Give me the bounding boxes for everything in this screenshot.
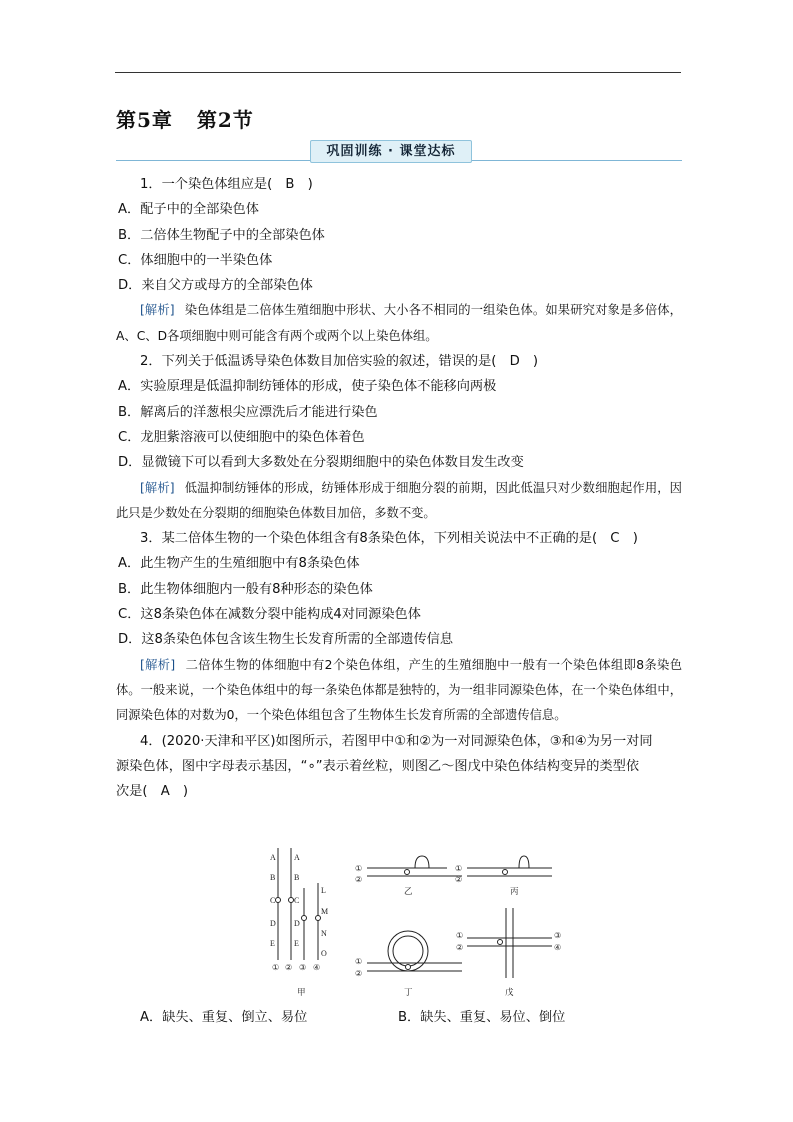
chromosome-number: ① xyxy=(355,864,363,873)
chapter-title: 第5章 xyxy=(116,108,173,132)
option-c: C．这8条染色体在减数分裂中能构成4对同源染色体 xyxy=(118,607,421,623)
option-a: A．实验原理是低温抑制纺锤体的形成，使子染色体不能移向两极 xyxy=(118,379,497,395)
chromosome-number: ① xyxy=(272,963,280,972)
chromosome-number: ② xyxy=(285,963,293,972)
gene-label: A xyxy=(294,853,300,862)
explanation-text: 染色体组是二倍体生殖细胞中形状、大小各不相同的一组染色体。如果研究对象是多倍体，A、C、D各项细胞中则可能含有两个或两个以上染色体组。 xyxy=(116,303,682,343)
chromosome-number: ① xyxy=(455,864,463,873)
question-stem-cont: 次是( A ) xyxy=(116,784,189,800)
explanation xyxy=(116,653,682,729)
chromosome-number: ② xyxy=(456,943,464,952)
question-stem: 4．(2020·天津和平区)如图所示，若图甲中①和②为一对同源染色体，③和④为另一对同 xyxy=(140,733,653,749)
panel-label-bing: 丙 xyxy=(510,887,519,897)
chromosome-number: ② xyxy=(355,875,363,884)
panel-label-jia: 甲 xyxy=(297,988,306,998)
gene-label: B xyxy=(270,873,276,882)
chromosome-number: ④ xyxy=(554,943,562,952)
top-rule xyxy=(115,72,681,73)
panel-label-yi: 乙 xyxy=(404,887,413,897)
question-list xyxy=(116,172,682,804)
explanation-tag: [解析] xyxy=(140,480,175,495)
panel-label-wu: 戊 xyxy=(505,988,514,998)
option-c: C．龙胆紫溶液可以使细胞中的染色体着色 xyxy=(118,429,365,445)
panel-label-ding: 丁 xyxy=(404,988,413,998)
option-b: B．缺失、重复、易位、倒位 xyxy=(398,1010,566,1025)
option-b: B．二倍体生物配子中的全部染色体 xyxy=(118,227,325,243)
explanation-tag: [解析] xyxy=(140,303,175,318)
gene-label: C xyxy=(270,896,276,905)
chromosome-figure xyxy=(262,838,572,1000)
question-stem: 1．一个染色体组应是( B ) xyxy=(140,177,313,192)
chromosome-number: ③ xyxy=(299,963,307,972)
option-a: A．配子中的全部染色体 xyxy=(118,202,259,218)
explanation xyxy=(116,476,682,527)
question-stem-cont: 源染色体，图中字母表示基因，“∘”表示着丝粒，则图乙～图戊中染色体结构变异的类型依 xyxy=(116,758,640,774)
option-b: B．解离后的洋葱根尖应漂洗后才能进行染色 xyxy=(118,404,378,420)
question-4-options xyxy=(116,1005,682,1030)
gene-label: C xyxy=(294,896,300,905)
option-a: A．此生物产生的生殖细胞中有8条染色体 xyxy=(118,556,360,572)
chromosome-number: ② xyxy=(455,875,463,884)
option-a: A．缺失、重复、倒立、易位 xyxy=(140,1010,308,1025)
section-title: 第2节 xyxy=(196,108,254,132)
chromosome-number: ④ xyxy=(313,963,321,972)
option-d: D．来自父方或母方的全部染色体 xyxy=(118,278,313,294)
chromosome-number: ① xyxy=(355,957,363,966)
explanation-text: 低温抑制纺锤体的形成，纺锤体形成于细胞分裂的前期，因此低温只对少数细胞起作用，因此只是少数处在分裂期的细胞染色体数目加倍，多数不变。 xyxy=(116,480,682,520)
explanation-tag: [解析] xyxy=(140,657,176,672)
gene-label: M xyxy=(321,907,329,916)
explanation-text: 二倍体生物的体细胞中有2个染色体组，产生的生殖细胞中一般有一个染色体组即8条染色体。一般来说，一个染色体组中的每一条染色体都是独特的，为一组非同源染色体，在一个染色体组中，同源染色体的对数为0，一个染色体组包含了生物体生长发育所需的全部遗传信息。 xyxy=(116,657,682,723)
chromosome-number: ② xyxy=(355,969,363,978)
gene-label: A xyxy=(270,853,276,862)
option-c: C．体细胞中的一半染色体 xyxy=(118,252,273,268)
gene-label: D xyxy=(294,919,300,928)
question-stem: 3．某二倍体生物的一个染色体组含有8条染色体，下列相关说法中不正确的是( C ) xyxy=(140,531,638,547)
chromosome-number: ③ xyxy=(554,931,562,940)
gene-label: N xyxy=(321,929,327,938)
gene-label: E xyxy=(294,939,299,948)
chapter-heading xyxy=(116,104,270,133)
gene-label: E xyxy=(270,939,275,948)
gene-label: B xyxy=(294,873,300,882)
gene-label: O xyxy=(321,949,327,958)
option-b: B．此生物体细胞内一般有8种形态的染色体 xyxy=(118,581,373,597)
option-d: D．这8条染色体包含该生物生长发育所需的全部遗传信息 xyxy=(118,632,454,648)
gene-label: D xyxy=(270,919,276,928)
section-banner: 巩固训练 · 课堂达标 xyxy=(310,140,472,163)
chromosome-number: ① xyxy=(456,931,464,940)
question-stem: 2．下列关于低温诱导染色体数目加倍实验的叙述，错误的是( D ) xyxy=(140,354,539,370)
explanation xyxy=(116,298,682,349)
gene-label: L xyxy=(321,886,326,895)
option-d: D．显微镜下可以看到大多数处在分裂期细胞中的染色体数目发生改变 xyxy=(118,455,524,471)
